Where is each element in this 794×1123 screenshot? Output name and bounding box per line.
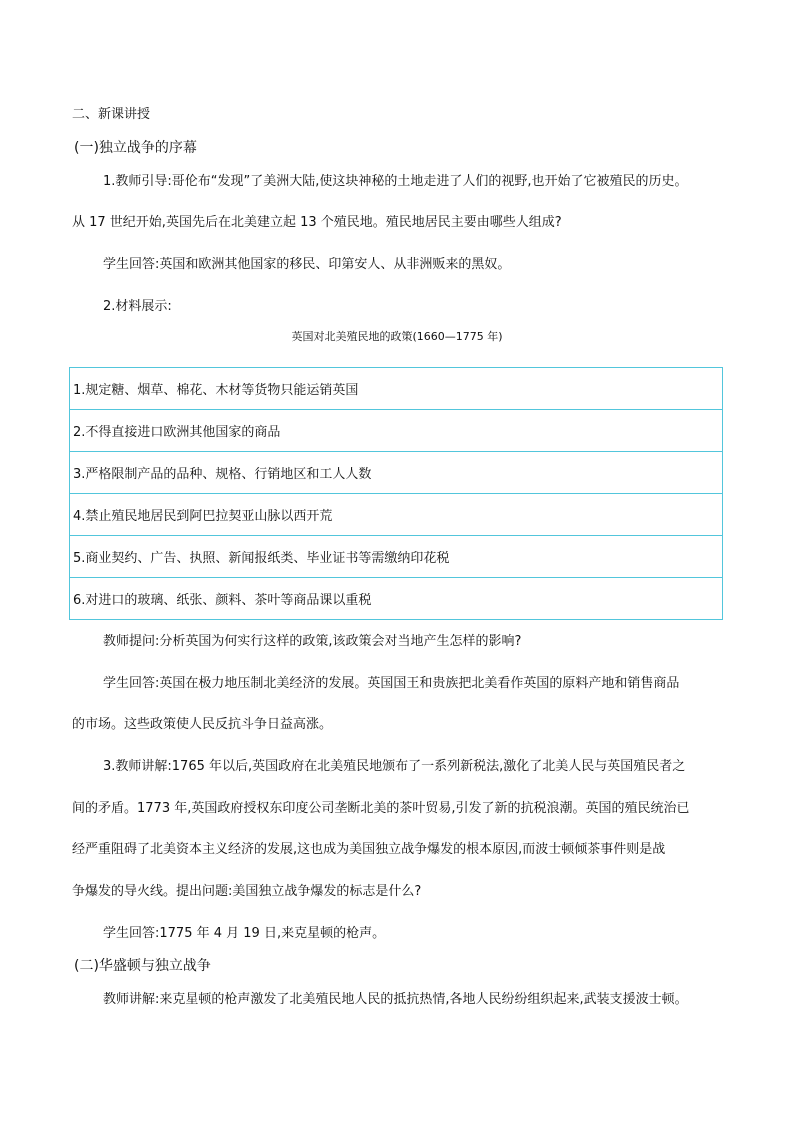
- material-label: 2.材料展示:: [103, 299, 172, 314]
- table-row: [70, 536, 723, 578]
- policy-table: [69, 367, 723, 620]
- table-row: [70, 368, 723, 410]
- subsection-title-1: (一)独立战争的序幕: [74, 140, 197, 156]
- policy-cell: 3.严格限制产品的品种、规格、行销地区和工人人数: [70, 452, 723, 494]
- paragraph-4: 教师讲解:来克星顿的枪声激发了北美殖民地人民的抵抗热情,各地人民纷纷组织起来,武装支援波士顿。: [103, 992, 688, 1007]
- paragraph-3-line-4: 争爆发的导火线。提出问题:美国独立战争爆发的标志是什么?: [72, 884, 422, 899]
- paragraph-3-line-2: 间的矛盾。1773 年,英国政府授权东印度公司垄断北美的茶叶贸易,引发了新的抗税浪潮。英国的殖民统治已: [72, 801, 690, 816]
- policy-cell: 4.禁止殖民地居民到阿巴拉契亚山脉以西开荒: [70, 494, 723, 536]
- policy-cell: 1.规定糖、烟草、棉花、木材等货物只能运销英国: [70, 368, 723, 410]
- student-answer-1: 学生回答:英国和欧洲其他国家的移民、印第安人、从非洲贩来的黑奴。: [103, 257, 511, 272]
- policy-cell: 5.商业契约、广告、执照、新闻报纸类、毕业证书等需缴纳印花税: [70, 536, 723, 578]
- student-answer-2-line-1: 学生回答:英国在极力地压制北美经济的发展。英国国王和贵族把北美看作英国的原料产地和销售商品: [103, 676, 680, 691]
- table-row: [70, 494, 723, 536]
- policy-cell: 6.对进口的玻璃、纸张、颜料、茶叶等商品课以重税: [70, 578, 723, 620]
- table-row: [70, 578, 723, 620]
- paragraph-3-line-1: 3.教师讲解:1765 年以后,英国政府在北美殖民地颁布了一系列新税法,激化了北美人民与英国殖民者之: [103, 759, 686, 774]
- table-row: [70, 452, 723, 494]
- teacher-question-2: 教师提问:分析英国为何实行这样的政策,该政策会对当地产生怎样的影响?: [103, 634, 522, 649]
- student-answer-2-line-2: 的市场。这些政策使人民反抗斗争日益高涨。: [72, 717, 333, 732]
- section-title: 二、新课讲授: [72, 107, 151, 122]
- student-answer-3: 学生回答:1775 年 4 月 19 日,来克星顿的枪声。: [103, 926, 386, 941]
- table-row: [70, 410, 723, 452]
- paragraph-1-line-1: 1.教师引导:哥伦布“发现”了美洲大陆,使这块神秘的土地走进了人们的视野,也开始了它被殖民的历史。: [103, 174, 688, 189]
- table-caption: 英国对北美殖民地的政策(1660—1775 年): [291, 330, 503, 343]
- paragraph-1-line-2: 从 17 世纪开始,英国先后在北美建立起 13 个殖民地。殖民地居民主要由哪些人组成?: [72, 215, 562, 230]
- paragraph-3-line-3: 经严重阻碍了北美资本主义经济的发展,这也成为美国独立战争爆发的根本原因,而波士顿倾茶事件则是战: [72, 842, 666, 857]
- subsection-title-2: (二)华盛顿与独立战争: [74, 958, 211, 974]
- policy-cell: 2.不得直接进口欧洲其他国家的商品: [70, 410, 723, 452]
